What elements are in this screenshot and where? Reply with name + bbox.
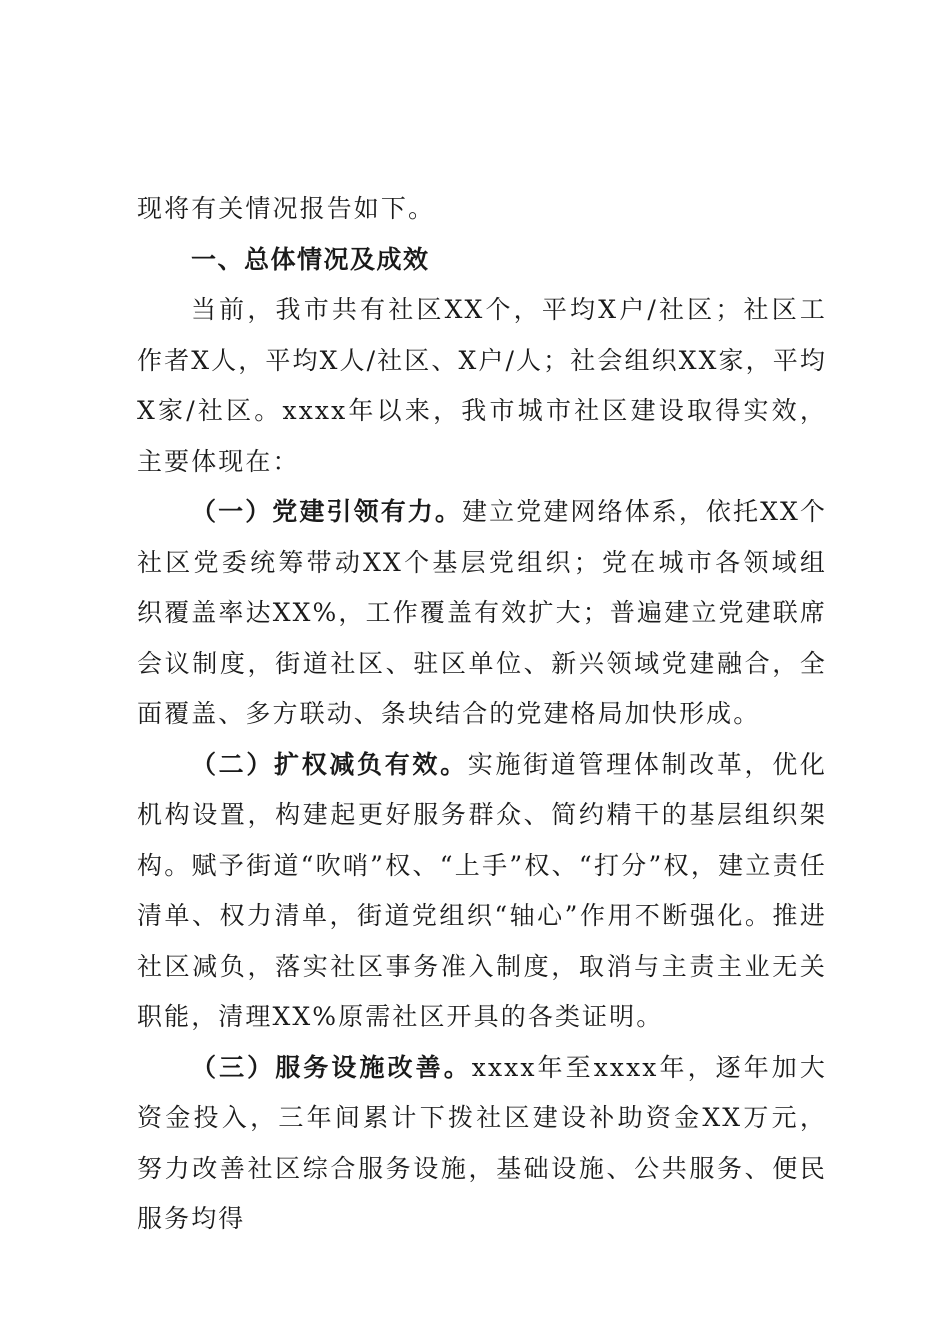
item-paragraph-2: [137, 740, 827, 1043]
overview-paragraph: [137, 285, 827, 487]
section-heading-text: 一、总体情况及成效: [191, 244, 430, 274]
item-body-2: 实施街道管理体制改革，优化机构设置，构建起更好服务群众、简约精干的基层组织架构。赋予街道“吹哨”权、“上手”权、“打分”权，建立责任清单、权力清单，街道党组织“轴心”作用不断强化。推进社区减负，落实社区事务准入制度，取消与主责主业无关职能，清理XX%原需社区开具的各类证明。: [137, 749, 827, 1031]
document-body: [137, 184, 827, 1245]
item-lead-2: （二）扩权减负有效。: [191, 749, 468, 779]
item-body-1: 建立党建网络体系，依托XX个社区党委统筹带动XX个基层党组织；党在城市各领域组织覆盖率达XX%，工作覆盖有效扩大；普遍建立党建联席会议制度，街道社区、驻区单位、新兴领域党建融合，全面覆盖、多方联动、条块结合的党建格局加快形成。: [137, 497, 828, 728]
intro-text: 现将有关情况报告如下。: [137, 194, 436, 223]
item-lead-1: （一）党建引领有力。: [191, 497, 463, 526]
item-paragraph-1: [137, 487, 827, 740]
intro-paragraph: [137, 184, 827, 235]
section-heading: [137, 235, 827, 286]
item-paragraph-3: [137, 1043, 827, 1245]
overview-text: 当前，我市共有社区XX个，平均X户/社区；社区工作者X人，平均X人/社区、X户/人；社会组织XX家，平均X家/社区。xxxx年以来，我市城市社区建设取得实效，主要体现在：: [137, 295, 827, 476]
item-body-3: xxxx年至xxxx年，逐年加大资金投入，三年间累计下拨社区建设补助资金XX万元，努力改善社区综合服务设施，基础设施、公共服务、便民服务均得: [137, 1052, 827, 1233]
item-lead-3: （三）服务设施改善。: [191, 1052, 472, 1082]
